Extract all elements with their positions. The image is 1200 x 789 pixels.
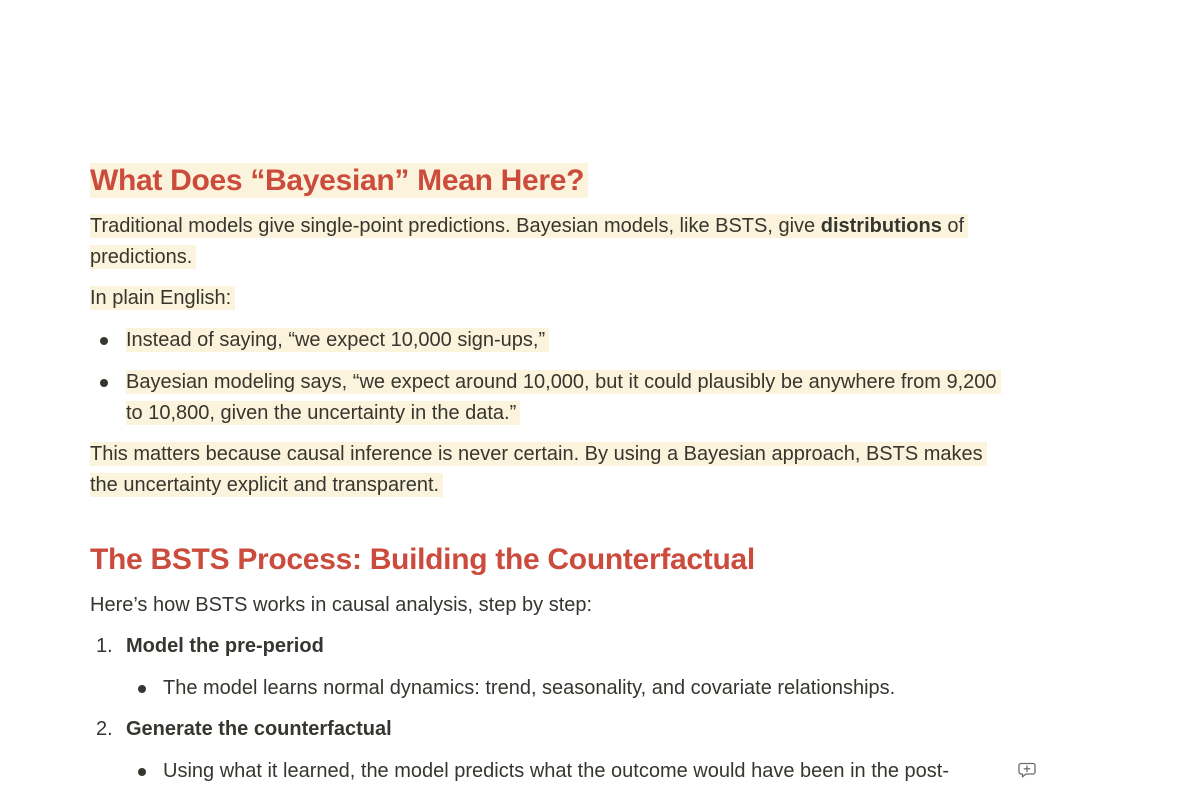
paragraph-bayesian-definition: Traditional models give single-point predictions. Bayesian models, like BSTS, give distributions of predictions. (90, 211, 990, 273)
paragraph-bsts-intro: Here’s how BSTS works in causal analysis, step by step: (90, 594, 593, 616)
bullet-icon (138, 685, 146, 693)
numbered-item-step-1 (90, 631, 1010, 662)
numbered-item-step-2 (90, 714, 1010, 745)
paragraph-plain-english: In plain English: (90, 283, 235, 314)
list-item: Using what it learned, the model predicts what the outcome would have been in the post- (126, 756, 1026, 787)
step-number: 2. (96, 718, 113, 740)
bullet-icon (138, 768, 146, 776)
list-item: Instead of saying, “we expect 10,000 sign-ups,” (90, 325, 1000, 356)
step-title: Model the pre-period (126, 635, 324, 657)
step-number: 1. (96, 635, 113, 657)
list-item: Bayesian modeling says, “we expect around 10,000, but it could plausibly be anywhere from 9,200 to 10,800, given the uncertainty in the data.” (90, 367, 1000, 429)
bullet-icon (100, 337, 108, 345)
list-item: The model learns normal dynamics: trend, seasonality, and covariate relationships. (126, 673, 1026, 704)
section-heading-bsts-process: The BSTS Process: Building the Counterfactual (90, 543, 755, 576)
section-heading-bayesian: What Does “Bayesian” Mean Here? (90, 161, 588, 201)
step-title: Generate the counterfactual (126, 718, 392, 740)
bullet-icon (100, 379, 108, 387)
add-comment-icon[interactable] (1018, 762, 1036, 778)
paragraph-uncertainty: This matters because causal inference is never certain. By using a Bayesian approach, BSTS makes the uncertainty explicit and transparent. (90, 439, 990, 501)
